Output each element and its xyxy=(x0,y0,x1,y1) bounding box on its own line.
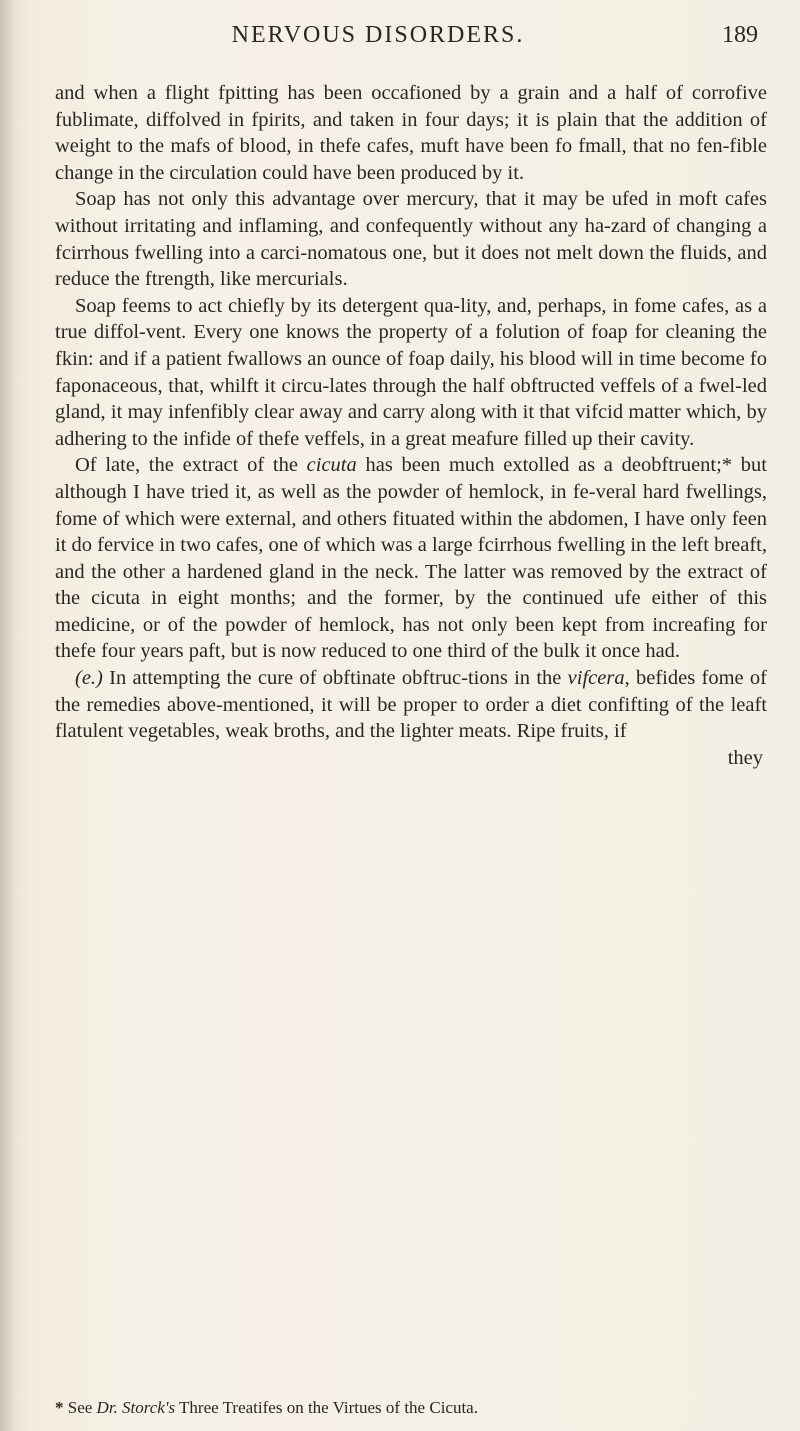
gutter-shadow xyxy=(0,0,16,1431)
paragraph-soap-detergent: Soap feems to act chiefly by its detergent qua-lity, and, perhaps, in fome cafes, as a true diffol-vent. Every one knows the property of a folution of foap for cleaning the fkin: and if a patient fwallows an ounce of foap daily, his blood will in time become fo faponaceous, that, whilft it circu-lates through the half obftructed veffels of a fwel-led gland, it may infenfibly clear away and carry along with it that vifcid matter which, by adhering to the infide of thefe veffels, in a great meafure filled up their cavity. xyxy=(55,294,767,450)
footnote xyxy=(55,1397,767,1419)
footnote-author: Dr. Storck's xyxy=(96,1398,176,1417)
paragraph-continued: and when a flight fpitting has been occafioned by a grain and a half of corrofive fublimate, diffolved in fpirits, and taken in four days; it is plain that the addition of weight to the mafs of blood, in thefe cafes, muft have been fo fmall, that no fen-fible change in the circulation could have been produced by it. xyxy=(55,82,767,184)
catch-word: they xyxy=(727,746,763,769)
cicuta-text-start: Of late, the extract of the xyxy=(75,454,307,477)
viscera-text-start: In attempting the cure of obftinate obftruc-tions in the xyxy=(102,667,568,690)
running-title: NERVOUS DISORDERS. xyxy=(231,22,525,48)
footnote-mark: * xyxy=(55,1398,64,1417)
cicuta-text-end: has been much extolled as a deobftruent;* but although I have tried it, as well as the powder of hemlock, in fe-veral hard fwellings, fome of which were external, and others fituated within the abdomen, I have only feen it do fervice in two cafes, one of which was a large fcirrhous fwelling in the left breaft, and the other a hardened gland in the neck. The latter was removed by the extract of the cicuta in eight months; and the former, by the continued ufe either of this medicine, or of the powder of hemlock, has not only been kept from increafing for thefe four years paft, but is now reduced to one third of the bulk it once had. xyxy=(55,454,767,663)
footnote-text-start: See xyxy=(63,1398,97,1417)
page-header xyxy=(58,16,758,52)
section-label: (e.) xyxy=(75,667,103,690)
footnote-text-end: Three Treatifes on the Virtues of the Cicuta. xyxy=(175,1398,478,1417)
viscera-text-end: , befides fome of the remedies above-mentioned, it will be proper to order a diet confifting of the leaft flatulent vegetables, weak broths, and the lighter meats. Ripe fruits, if xyxy=(55,667,767,743)
body-text xyxy=(55,80,767,771)
paragraph-cicuta xyxy=(55,452,767,665)
viscera-italic: vifcera xyxy=(567,667,625,690)
cicuta-italic: cicuta xyxy=(306,454,357,477)
paragraph-soap-advantage: Soap has not only this advantage over mercury, that it may be ufed in moft cafes without irritating and inflaming, and confequently without any ha-zard of changing a fcirrhous fwelling into a carci-nomatous one, but it does not melt down the fluids, and reduce the ftrength, like mercurials. xyxy=(55,188,767,291)
paragraph-viscera xyxy=(55,665,767,745)
page-number: 189 xyxy=(722,22,758,48)
